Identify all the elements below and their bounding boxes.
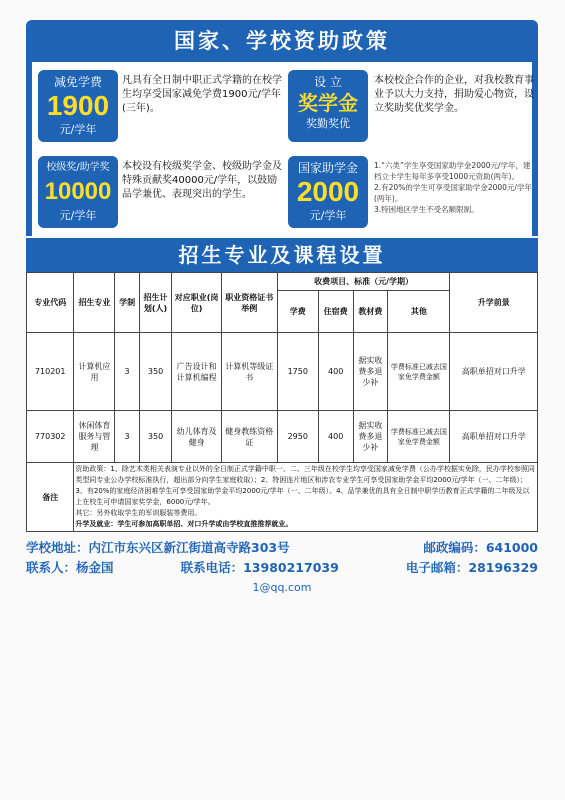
cell-dorm: 400 xyxy=(318,333,353,411)
contact-email-cont: 1@qq.com xyxy=(252,581,312,594)
postcode: 邮政编码：641000 xyxy=(423,540,538,555)
th-book: 教材费 xyxy=(353,291,388,333)
badge-tuition-waiver: 减免学费 1900 元/学年 xyxy=(38,70,118,142)
cell-plan: 350 xyxy=(139,411,172,463)
aid-section xyxy=(26,62,538,236)
th-code: 专业代码 xyxy=(27,273,74,333)
cell-tuition: 2950 xyxy=(277,411,318,463)
cell-other: 学费标准已减去国家免学费金额 xyxy=(388,333,450,411)
school-address: 学校地址：内江市东兴区新江街道高寺路303号 xyxy=(26,540,290,555)
th-cert: 职业资格证书举例 xyxy=(221,273,277,333)
badge-school-award: 校级奖/助学奖 10000 元/学年 xyxy=(38,156,118,228)
cell-job: 广告设计和计算机编程 xyxy=(172,333,222,411)
contact-phone: 联系电话：13980217039 xyxy=(180,560,339,575)
banner-majors-title: 招生专业及课程设置 xyxy=(26,238,538,272)
th-other: 其他 xyxy=(388,291,450,333)
th-path: 升学前景 xyxy=(450,273,538,333)
remark-row xyxy=(27,463,538,532)
th-major: 招生专业 xyxy=(74,273,115,333)
flyer xyxy=(26,20,538,598)
cell-years: 3 xyxy=(115,333,139,411)
th-plan: 招生计划(人) xyxy=(139,273,172,333)
cell-book: 据实收费多退少补 xyxy=(353,411,388,463)
cell-years: 3 xyxy=(115,411,139,463)
th-tuition: 学费 xyxy=(277,291,318,333)
cell-cert: 健身教练资格证 xyxy=(221,411,277,463)
cell-major: 休闲体育服务与管理 xyxy=(74,411,115,463)
th-years: 学制 xyxy=(115,273,139,333)
desc-school-award: 本校设有校级奖学金、校级助学金及特殊贡献奖40000元/学年，以鼓励品学兼优、表现突出的学生。 xyxy=(122,161,282,200)
contact-person: 联系人：杨金国 xyxy=(26,560,114,575)
contact-email: 电子邮箱：28196329 xyxy=(405,560,538,575)
cell-job: 幼儿体育及健身 xyxy=(172,411,222,463)
remark-content: 资助政策：1、除艺术类相关表演专业以外的全日制正式学籍中职一、二、三年级在校学生均享受国家减免学费（公办学校据实免除，民办学校参照同类型同专业公办学校标准执行，超出部分向学生家庭收取）；2、特困连片地区和涉农专业学生可享受国家助学金平均2000元/学年（一、二年级）；3、有20%的家庭经济困难学生可享受国家助学金平均2000元/学年（一、二年级）。4、品学兼优的具有全日制中职学历教育正式学籍的二年级及以上在校生可申请国家奖学金，6000元/学年。 其它：另外收取学生的军训服装等费用。 升学及就业：学生可参加高职单招、对口升学或由学校直推推荐就业。 xyxy=(74,463,538,532)
th-dorm: 住宿费 xyxy=(318,291,353,333)
desc-tuition-waiver: 凡具有全日制中职正式学籍的在校学生均享受国家减免学费1900元/学年(三年)。 xyxy=(122,75,282,114)
cell-cert: 计算机等级证书 xyxy=(221,333,277,411)
cell-path: 高职单招对口升学 xyxy=(450,411,538,463)
cell-major: 计算机应用 xyxy=(74,333,115,411)
cell-dorm: 400 xyxy=(318,411,353,463)
banner-aid-title: 国家、学校资助政策 xyxy=(26,20,538,62)
th-fee-group: 收费项目、标准（元/学期） xyxy=(277,273,450,291)
cell-code: 770302 xyxy=(27,411,74,463)
cell-plan: 350 xyxy=(139,333,172,411)
national-grant-notes: 1.“六类”学生享受国家助学金2000元/学年，建档立卡学生每年多享受1000元资助(两年)。 2.有20%的学生可享受国家助学金2000元/学年(两年)。 3.特困地区学生不受名额限制。 xyxy=(374,161,532,214)
cell-other: 学费标准已减去国家免学费金额 xyxy=(388,411,450,463)
cell-book: 据实收费多退少补 xyxy=(353,333,388,411)
badge-national-grant: 国家助学金 2000 元/学年 xyxy=(288,156,368,228)
badge-scholarship: 设 立 奖学金 奖勤奖优 xyxy=(288,70,368,142)
desc-scholarship: 本校校企合作的企业，对我校教育事业予以大力支持，捐助爱心物资，设立奖助奖优奖学金。 xyxy=(374,75,534,114)
cell-code: 710201 xyxy=(27,333,74,411)
table-row xyxy=(27,411,538,463)
contact-footer xyxy=(26,538,538,598)
majors-table xyxy=(26,272,538,532)
table-row xyxy=(27,333,538,411)
cell-path: 高职单招对口升学 xyxy=(450,333,538,411)
th-job: 对应职业(岗位) xyxy=(172,273,222,333)
remark-label: 备注 xyxy=(27,463,74,532)
cell-tuition: 1750 xyxy=(277,333,318,411)
